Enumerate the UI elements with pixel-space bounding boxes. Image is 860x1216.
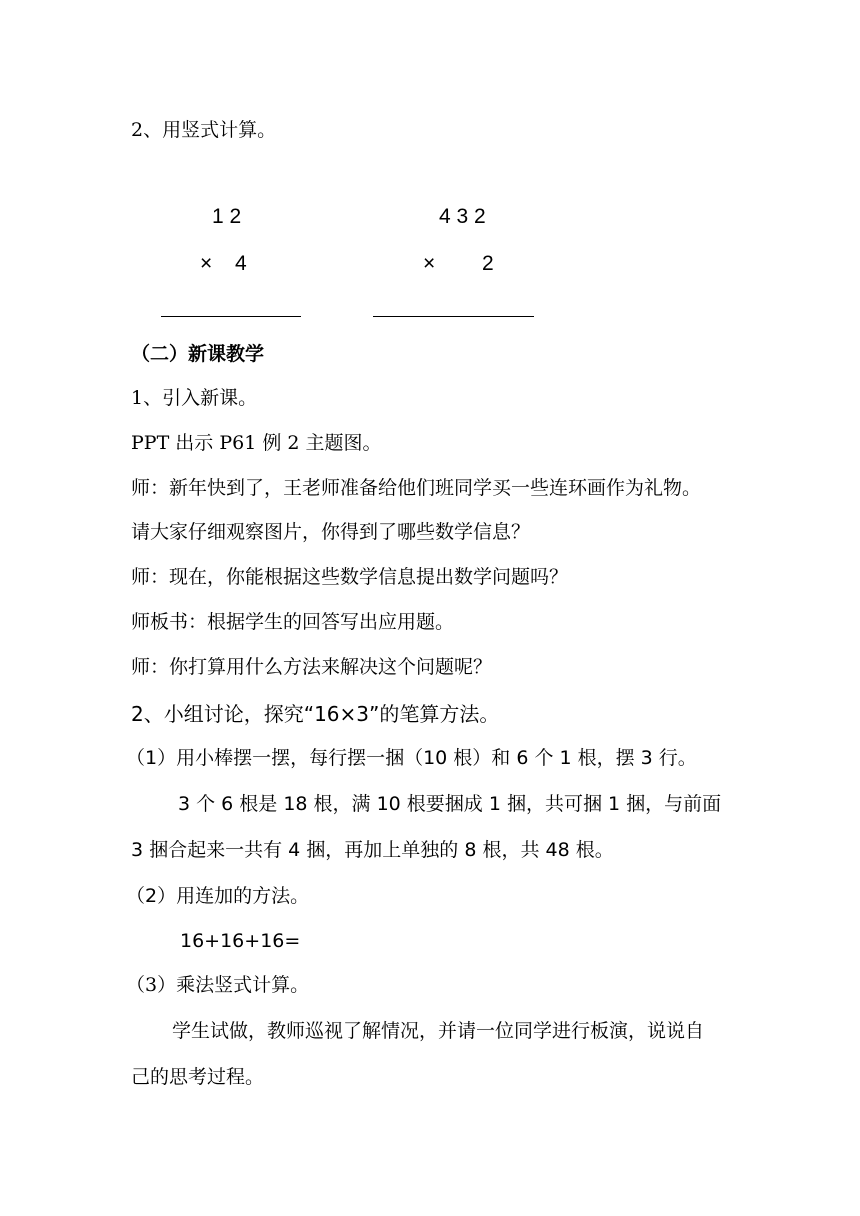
formula-line: 16+16+16= bbox=[180, 930, 301, 952]
text-line: 3 个 6 根是 18 根，满 10 根要捆成 1 捆，共可捆 1 捆，与前面 bbox=[178, 793, 722, 815]
text-line: （1）用小棒摆一摆，每行摆一捆（10 根）和 6 个 1 根，摆 3 行。 bbox=[126, 747, 697, 769]
text-line: 3 捆合起来一共有 4 捆，再加上单独的 8 根，共 48 根。 bbox=[131, 839, 614, 861]
problem2-answer-line bbox=[373, 316, 534, 317]
text-line: 请大家仔细观察图片，你得到了哪些数学信息？ bbox=[131, 521, 531, 543]
problem2-multiply-sign: × bbox=[423, 252, 436, 275]
text-line: （2）用连加的方法。 bbox=[126, 885, 310, 907]
problem2-top-number: 4 3 2 bbox=[439, 205, 486, 228]
text-line: 2、小组讨论，探究“16×3”的笔算方法。 bbox=[131, 702, 500, 726]
text-line: 1、引入新课。 bbox=[131, 387, 258, 409]
text-line: 师：你打算用什么方法来解决这个问题呢？ bbox=[131, 656, 493, 678]
problem2-bottom-number: 2 bbox=[482, 252, 494, 275]
text-line: 己的思考过程。 bbox=[131, 1066, 265, 1088]
problem1-answer-line bbox=[161, 316, 301, 317]
text-line: 师：现在，你能根据这些数学信息提出数学问题吗？ bbox=[131, 566, 569, 588]
text-line: 学生试做，教师巡视了解情况，并请一位同学进行板演，说说自 bbox=[172, 1020, 705, 1042]
text-line: 师板书：根据学生的回答写出应用题。 bbox=[131, 611, 455, 633]
text-line: 师：新年快到了，王老师准备给他们班同学买一些连环画作为礼物。 bbox=[131, 477, 702, 499]
review-heading: 2、用竖式计算。 bbox=[131, 119, 277, 141]
problem1-top-number: 1 2 bbox=[212, 205, 242, 228]
section-title: （二）新课教学 bbox=[131, 343, 265, 365]
problem1-bottom-number: 4 bbox=[235, 252, 247, 275]
problem1-multiply-sign: × bbox=[200, 252, 213, 275]
text-line: （3）乘法竖式计算。 bbox=[126, 974, 310, 996]
text-line: PPT 出示 P61 例 2 主题图。 bbox=[131, 432, 382, 454]
